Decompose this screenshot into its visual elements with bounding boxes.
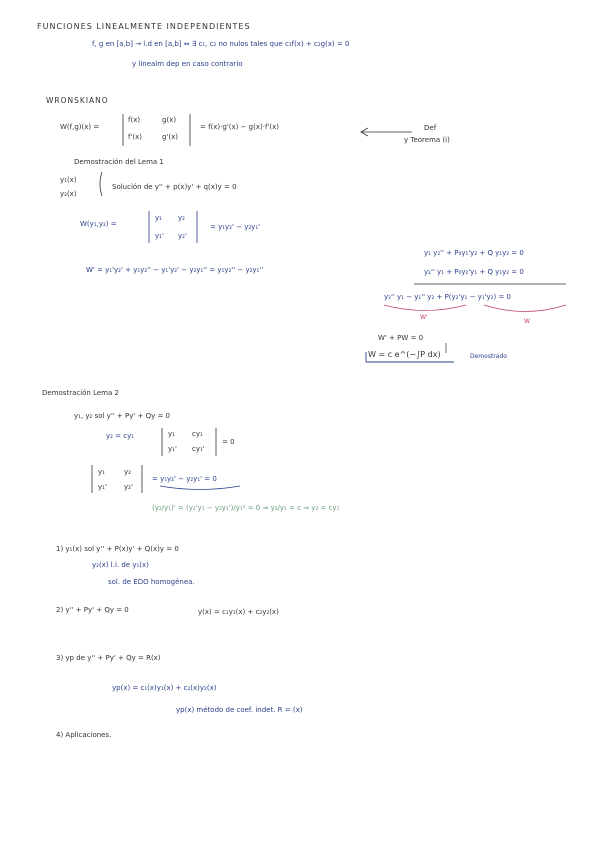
- item-3c: yp(x) método de coef. indet. R = (x): [176, 706, 303, 714]
- lema2-y2-eq: y₂ = cy₁: [106, 432, 135, 440]
- green-derivation: (y₂/y₁)' = (y₂'y₁ − y₂y₁')/y₁² = 0 ⇒ y₂/y₁ = c ⇒ y₂ = cy₁: [152, 504, 340, 512]
- l2-underline: [160, 486, 240, 490]
- lema2-m3d: y₂': [124, 483, 133, 491]
- wronskiano-matrix-22: g'(x): [162, 133, 178, 141]
- lema2-line-1: y₁, y₂ sol y'' + Py' + Qy = 0: [74, 412, 171, 420]
- lema2-m21: y₁': [168, 445, 177, 453]
- w-prime-line: W' = y₁'y₂' + y₁y₂'' − y₁'y₂' − y₂y₁'' = y₁y₂'' − y₂y₁'': [86, 266, 264, 274]
- demo2-title: Demostración Lema 2: [42, 389, 119, 397]
- lema2-m3b: y₂: [124, 468, 131, 476]
- w12-m22: y₂': [178, 232, 187, 240]
- demostrado-note: Demostrado: [470, 353, 507, 360]
- equation-r3: y₂'' y₁ − y₁'' y₂ + P(y₂'y₁ − y₁'y₂) = 0: [384, 293, 511, 301]
- item-1c: sol. de EDO homogénea.: [108, 578, 195, 586]
- brace: [100, 172, 102, 196]
- demo1-title: Demostración del Lema 1: [74, 158, 164, 166]
- y2-function: y₂(x): [60, 190, 77, 198]
- item-3b: yp(x) = c₁(x)y₁(x) + c₂(x)y₂(x): [112, 684, 217, 692]
- lema2-m11: y₁: [168, 430, 175, 438]
- equation-r1: y₁ y₂'' + P₀y₁'y₂ + Q y₁y₂ = 0: [424, 249, 524, 257]
- item-2: 2) y'' + Py' + Qy = 0: [56, 606, 129, 614]
- equation-r2: y₂'' y₁ + P₀y₂'y₁ + Q y₁y₂ = 0: [424, 268, 524, 276]
- definition-line-2: y linealm dep en caso contrario: [132, 60, 243, 68]
- wronskiano-rhs: = f(x)·g'(x) − g(x)·f'(x): [200, 123, 279, 131]
- w-prime-mark: W': [420, 314, 428, 321]
- w12-lhs: W(y₁,y₂) =: [80, 220, 117, 228]
- w12-m11: y₁: [155, 214, 162, 222]
- item-1: 1) y₁(x) sol y'' + P(x)y' + Q(x)y = 0: [56, 545, 179, 553]
- lema2-line-3: = y₁y₂' − y₂y₁' = 0: [152, 475, 217, 483]
- item-2b: y(x) = c₁y₁(x) + c₂y₂(x): [198, 608, 279, 616]
- lema2-m12: cy₁: [192, 430, 203, 438]
- lema2-m3c: y₁': [98, 483, 107, 491]
- w-mark: W: [524, 318, 530, 325]
- wronskiano-lhs: W(f,g)(x) =: [60, 123, 100, 131]
- lema2-m22: cy₁': [192, 445, 205, 453]
- item-1b: y₂(x) l.i. de y₁(x): [92, 561, 149, 569]
- w12-rhs: = y₁y₂' − y₂y₁': [210, 223, 261, 231]
- y1-function: y₁(x): [60, 176, 77, 184]
- w12-m12: y₂: [178, 214, 185, 222]
- lema2-eq0: = 0: [222, 438, 235, 446]
- w-ce-equation: W = c e^(−∫P dx): [368, 350, 441, 359]
- page-title: FUNCIONES LINEALMENTE INDEPENDIENTES: [37, 22, 251, 31]
- wronskiano-title: WRONSKIANO: [46, 96, 109, 105]
- item-4: 4) Aplicaciones.: [56, 731, 112, 739]
- theorem-note: y Teorema (i): [404, 136, 450, 144]
- wronskiano-matrix-12: g(x): [162, 116, 177, 124]
- red-arc-1: [384, 305, 466, 311]
- w12-m21: y₁': [155, 232, 164, 240]
- lema2-m3a: y₁: [98, 468, 105, 476]
- item-3: 3) yp de y'' + Py' + Qy = R(x): [56, 654, 161, 662]
- wronskiano-matrix-11: f(x): [128, 116, 141, 124]
- definition-line-1: f, g en [a,b] → l.d en [a,b] ⇔ ∃ c₁, c₂ no nulos tales que c₁f(x) + c₂g(x) = 0: [92, 40, 350, 48]
- w-pw-equation: W' + PW = 0: [378, 334, 424, 342]
- solution-text: Solución de y'' + p(x)y' + q(x)y = 0: [112, 183, 237, 191]
- wronskiano-matrix-21: f'(x): [128, 133, 142, 141]
- red-arc-2: [484, 305, 566, 312]
- definition-note: Def: [424, 124, 437, 132]
